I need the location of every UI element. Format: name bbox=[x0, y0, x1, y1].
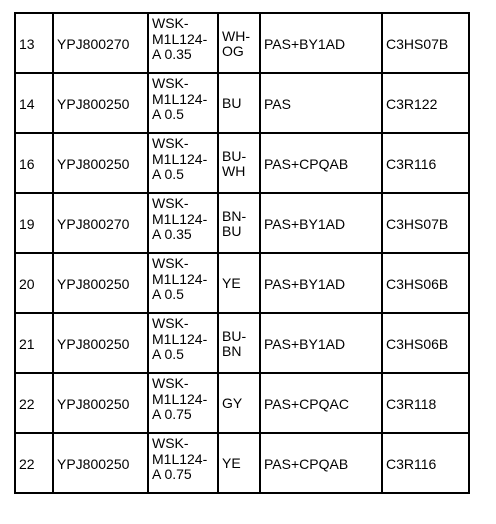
cell-number: 21 bbox=[15, 313, 53, 373]
cell-part-number: YPJ800250 bbox=[53, 133, 148, 193]
wire-spec-line: M1L124- bbox=[152, 150, 208, 167]
wire-spec-line: M1L124- bbox=[152, 270, 208, 287]
wire-spec-line: M1L124- bbox=[152, 90, 208, 107]
wire-spec-line: M1L124- bbox=[152, 30, 208, 47]
cell-part-number: YPJ800250 bbox=[53, 73, 148, 133]
wire-spec-line: A 0.35 bbox=[152, 226, 192, 242]
cell-terminal: PAS+BY1AD bbox=[260, 193, 382, 253]
cell-terminal: PAS+BY1AD bbox=[260, 253, 382, 313]
cell-wire-spec bbox=[148, 133, 218, 193]
cell-wire-spec bbox=[148, 73, 218, 133]
cell-wire-color bbox=[218, 373, 260, 433]
wire-spec-line: M1L124- bbox=[152, 450, 208, 467]
wire-spec-line: A 0.5 bbox=[152, 286, 184, 302]
wire-color-line: BN bbox=[222, 343, 242, 359]
wire-color-line: WH- bbox=[222, 27, 250, 44]
cell-connector: C3HS06B bbox=[382, 253, 469, 313]
cell-wire-color bbox=[218, 313, 260, 373]
wire-color-line: BU- bbox=[222, 147, 247, 164]
wire-spec-line: M1L124- bbox=[152, 390, 208, 407]
cell-number: 20 bbox=[15, 253, 53, 313]
wire-spec-line: WSK- bbox=[152, 315, 189, 331]
cell-number: 22 bbox=[15, 373, 53, 433]
cell-connector: C3R118 bbox=[382, 373, 469, 433]
cell-terminal: PAS+CPQAB bbox=[260, 133, 382, 193]
cell-wire-color bbox=[218, 133, 260, 193]
wire-color-line: WH bbox=[222, 163, 246, 179]
cell-wire-spec bbox=[148, 13, 218, 73]
wire-color-line: GY bbox=[222, 395, 243, 412]
wire-spec-line: WSK- bbox=[152, 255, 189, 271]
cell-wire-spec bbox=[148, 433, 218, 493]
wire-color-line: YE bbox=[222, 455, 241, 472]
cell-number: 14 bbox=[15, 73, 53, 133]
cell-wire-spec bbox=[148, 253, 218, 313]
cell-part-number: YPJ800270 bbox=[53, 193, 148, 253]
cell-number: 19 bbox=[15, 193, 53, 253]
cell-wire-spec bbox=[148, 193, 218, 253]
wire-color-line: BN- bbox=[222, 207, 247, 224]
table-row bbox=[15, 73, 469, 133]
cell-terminal: PAS+CPQAC bbox=[260, 373, 382, 433]
cell-connector: C3HS07B bbox=[382, 193, 469, 253]
cell-number: 22 bbox=[15, 433, 53, 493]
wiring-table-container bbox=[14, 12, 468, 494]
cell-terminal: PAS bbox=[260, 73, 382, 133]
wire-spec-line: M1L124- bbox=[152, 330, 208, 347]
cell-part-number: YPJ800270 bbox=[53, 13, 148, 73]
cell-part-number: YPJ800250 bbox=[53, 373, 148, 433]
wire-spec-line: A 0.35 bbox=[152, 46, 192, 62]
wire-spec-line: WSK- bbox=[152, 15, 189, 31]
wire-spec-line: WSK- bbox=[152, 435, 189, 451]
wiring-table bbox=[14, 12, 470, 494]
table-row bbox=[15, 253, 469, 313]
wire-color-line: BU- bbox=[222, 327, 247, 344]
table-row bbox=[15, 13, 469, 73]
cell-terminal: PAS+BY1AD bbox=[260, 13, 382, 73]
wire-spec-line: A 0.5 bbox=[152, 166, 184, 182]
wire-spec-line: WSK- bbox=[152, 75, 189, 91]
cell-number: 13 bbox=[15, 13, 53, 73]
wire-color-line: BU bbox=[222, 95, 242, 112]
table-row bbox=[15, 133, 469, 193]
wire-color-line: OG bbox=[222, 43, 244, 59]
wire-spec-line: A 0.75 bbox=[152, 406, 192, 422]
wire-color-line: BU bbox=[222, 223, 242, 239]
cell-connector: C3R116 bbox=[382, 433, 469, 493]
table-row bbox=[15, 433, 469, 493]
cell-wire-color bbox=[218, 253, 260, 313]
cell-wire-color bbox=[218, 433, 260, 493]
cell-part-number: YPJ800250 bbox=[53, 313, 148, 373]
table-row bbox=[15, 313, 469, 373]
cell-wire-spec bbox=[148, 313, 218, 373]
wire-spec-line: M1L124- bbox=[152, 210, 208, 227]
cell-wire-color bbox=[218, 13, 260, 73]
cell-wire-color bbox=[218, 193, 260, 253]
wire-spec-line: WSK- bbox=[152, 135, 189, 151]
wire-spec-line: A 0.5 bbox=[152, 106, 184, 122]
table-row bbox=[15, 193, 469, 253]
cell-connector: C3HS06B bbox=[382, 313, 469, 373]
cell-wire-color bbox=[218, 73, 260, 133]
wire-spec-line: A 0.5 bbox=[152, 346, 184, 362]
cell-part-number: YPJ800250 bbox=[53, 433, 148, 493]
wire-spec-line: A 0.75 bbox=[152, 466, 192, 482]
cell-wire-spec bbox=[148, 373, 218, 433]
wire-spec-line: WSK- bbox=[152, 375, 189, 391]
cell-connector: C3HS07B bbox=[382, 13, 469, 73]
cell-connector: C3R122 bbox=[382, 73, 469, 133]
wire-spec-line: WSK- bbox=[152, 195, 189, 211]
cell-part-number: YPJ800250 bbox=[53, 253, 148, 313]
cell-connector: C3R116 bbox=[382, 133, 469, 193]
wire-color-line: YE bbox=[222, 275, 241, 292]
table-row bbox=[15, 373, 469, 433]
cell-terminal: PAS+CPQAB bbox=[260, 433, 382, 493]
cell-number: 16 bbox=[15, 133, 53, 193]
cell-terminal: PAS+BY1AD bbox=[260, 313, 382, 373]
